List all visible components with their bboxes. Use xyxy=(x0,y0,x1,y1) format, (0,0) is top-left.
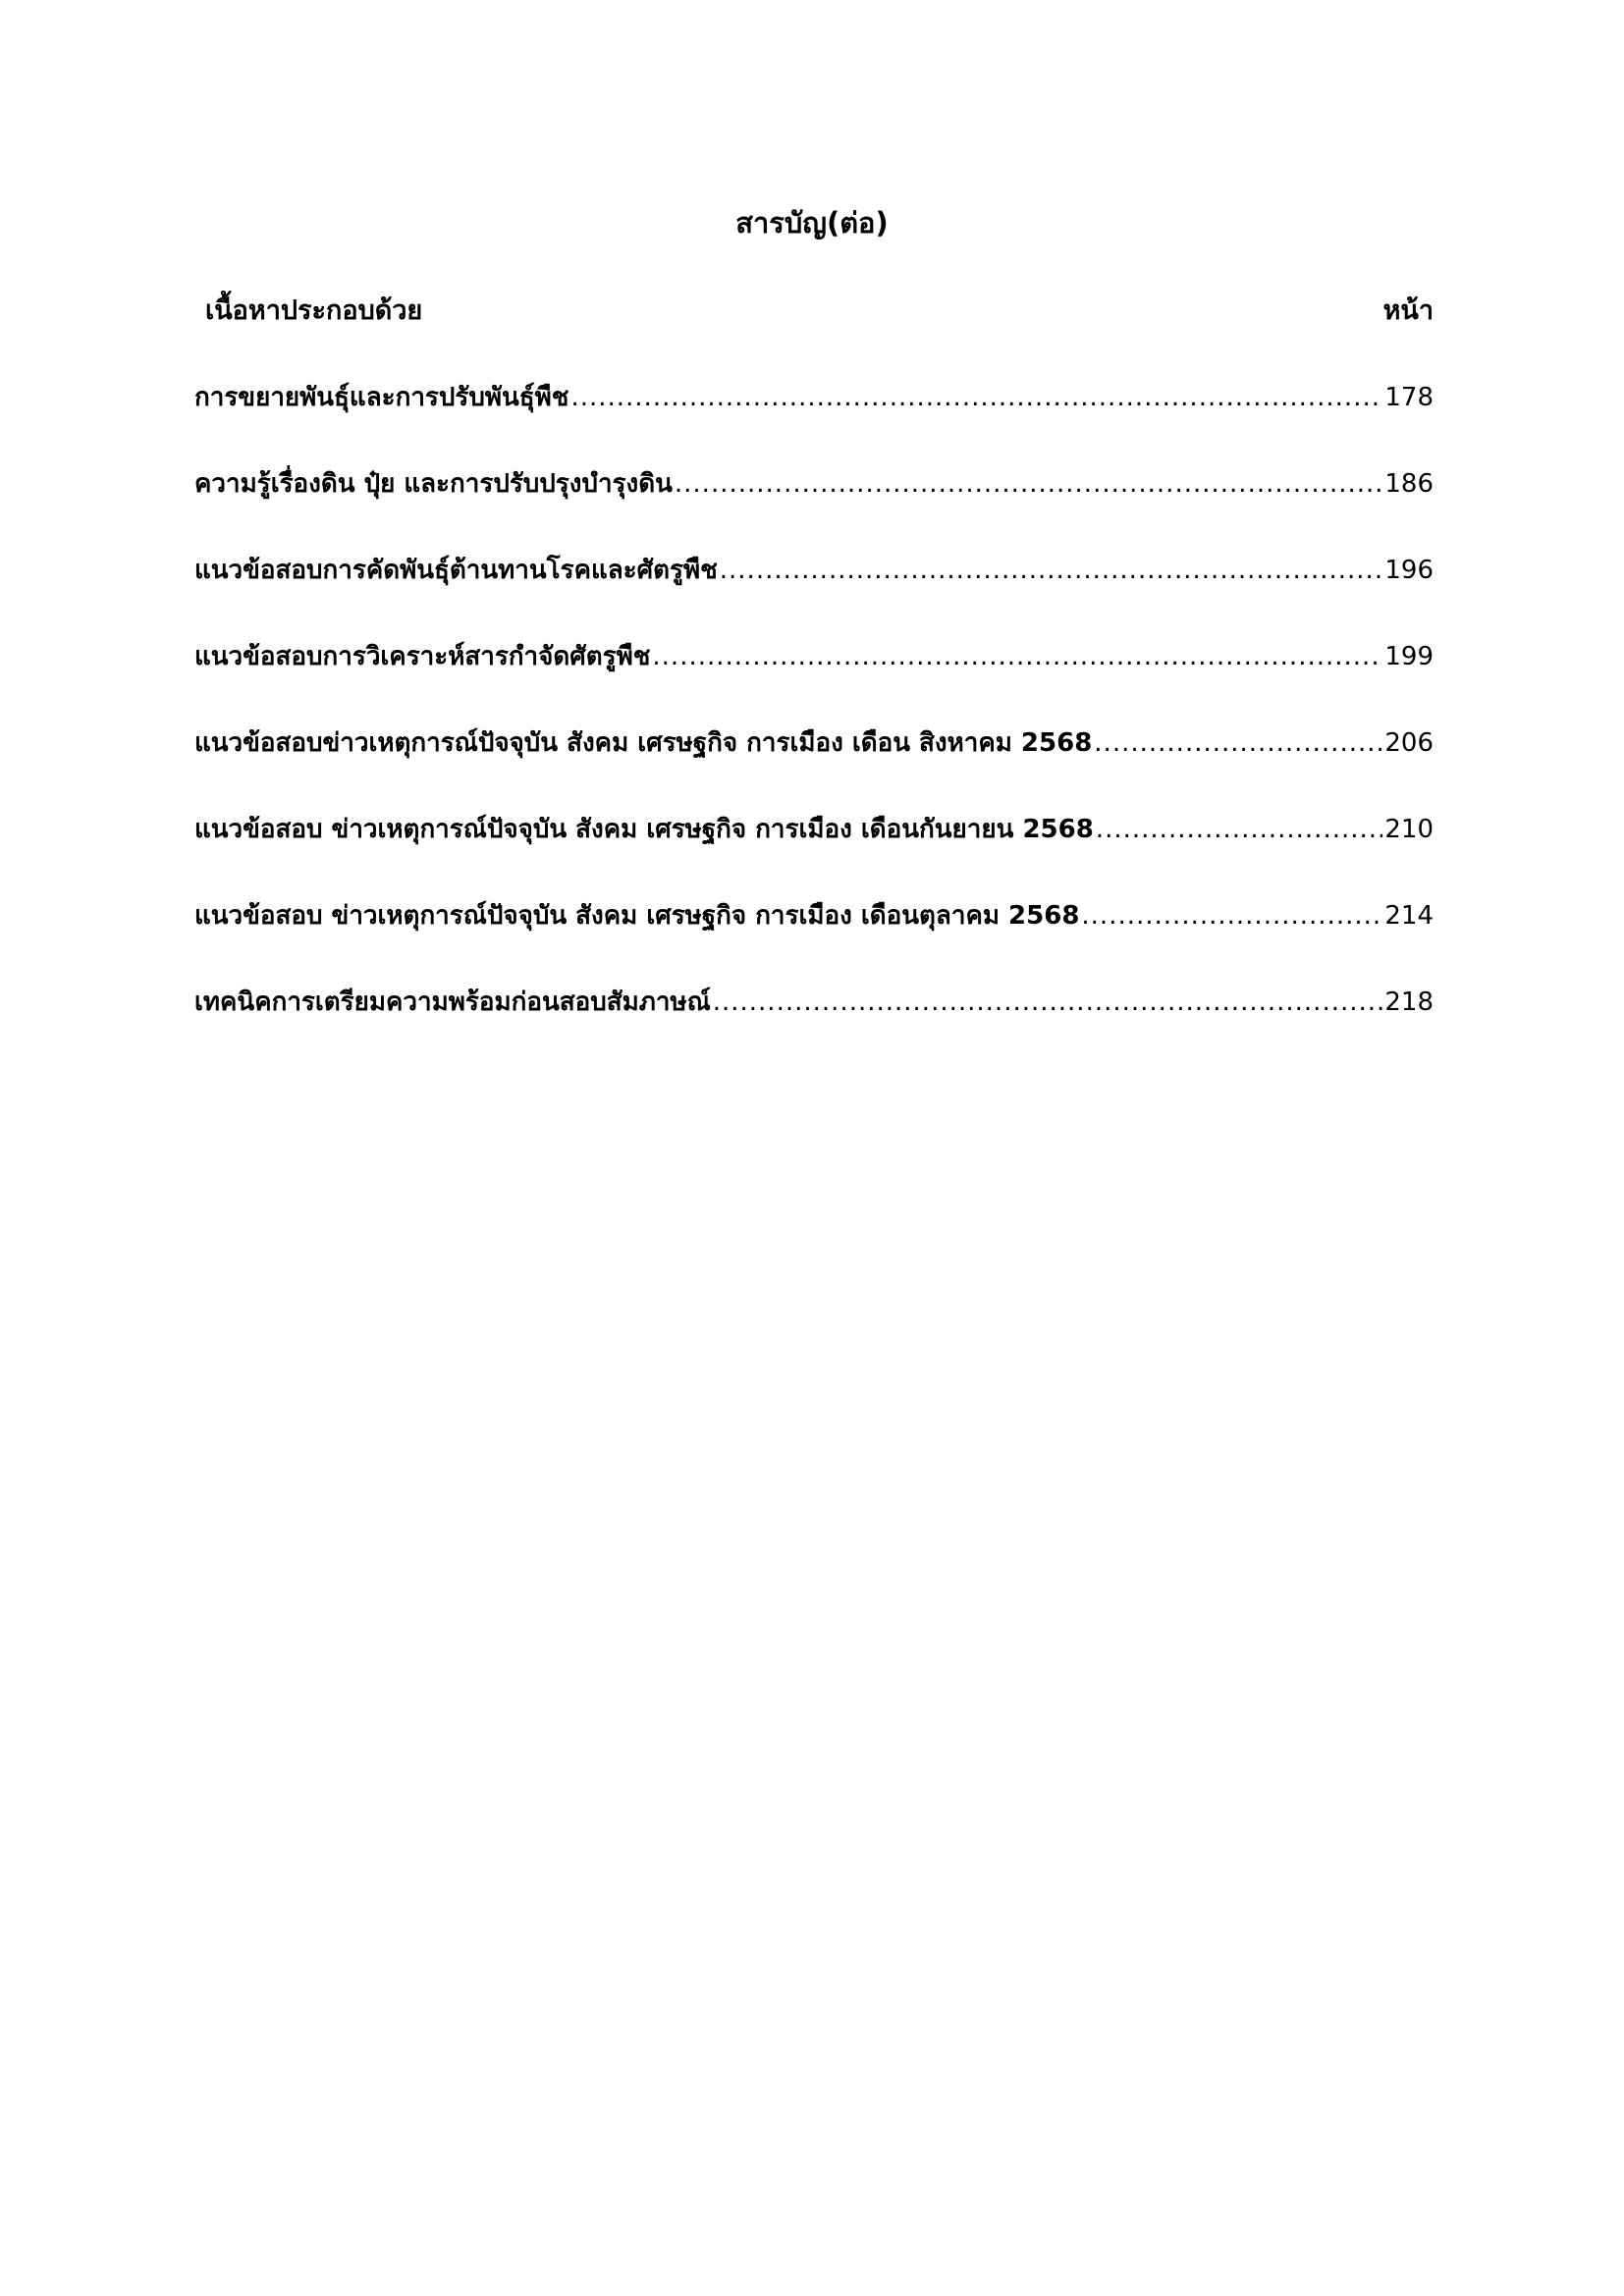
toc-entry-title: แนวข้อสอบ ข่าวเหตุการณ์ปัจจุบัน สังคม เศรษฐกิจ การเมือง เดือนตุลาคม 2568 xyxy=(194,901,1080,931)
toc-entry[interactable] xyxy=(194,546,1434,632)
toc-entry-title: เทคนิคการเตรียมความพร้อมก่อนสอบสัมภาษณ์ xyxy=(194,988,711,1017)
toc-entry-page: 206 xyxy=(1384,728,1434,758)
dot-leader xyxy=(1081,891,1382,940)
page-title: สารบัญ(ต่อ) xyxy=(735,206,889,240)
toc-entry-page: 186 xyxy=(1384,469,1434,499)
toc-entry[interactable] xyxy=(194,978,1434,1064)
dot-leader xyxy=(570,373,1382,422)
toc-entry-title: แนวข้อสอบการวิเคราะห์สารกำจัดศัตรูพืช xyxy=(194,642,651,671)
dot-leader xyxy=(713,978,1383,1027)
toc-entry-page: 178 xyxy=(1384,383,1434,412)
contents-column-label: เนื้อหาประกอบด้วย xyxy=(205,294,423,326)
toc-entry-title: ความรู้เรื่องดิน ปุ๋ย และการปรับปรุงบำรุงดิน xyxy=(194,469,673,499)
toc-entry-page: 214 xyxy=(1384,901,1434,931)
toc-entry-page: 196 xyxy=(1384,556,1434,585)
toc-entry[interactable] xyxy=(194,459,1434,546)
toc-list xyxy=(194,373,1434,1064)
page-column-label: หน้า xyxy=(1382,294,1434,326)
dot-leader xyxy=(1094,719,1382,768)
dot-leader xyxy=(675,459,1382,508)
toc-entry[interactable] xyxy=(194,719,1434,805)
toc-entry[interactable] xyxy=(194,632,1434,719)
dot-leader xyxy=(1096,805,1383,854)
dot-leader xyxy=(652,632,1382,681)
toc-entry-page: 218 xyxy=(1384,988,1434,1017)
toc-entry-title: แนวข้อสอบการคัดพันธุ์ต้านทานโรคและศัตรูพืช xyxy=(194,556,718,585)
toc-entry-page: 199 xyxy=(1384,642,1434,671)
dot-leader xyxy=(720,546,1383,595)
toc-entry[interactable] xyxy=(194,891,1434,978)
toc-entry-title: แนวข้อสอบข่าวเหตุการณ์ปัจจุบัน สังคม เศรษฐกิจ การเมือง เดือน สิงหาคม 2568 xyxy=(194,728,1093,758)
toc-entry-title: การขยายพันธุ์และการปรับพันธุ์พืช xyxy=(194,383,569,412)
toc-entry-page: 210 xyxy=(1384,815,1434,844)
toc-entry-title: แนวข้อสอบ ข่าวเหตุการณ์ปัจจุบัน สังคม เศรษฐกิจ การเมือง เดือนกันยายน 2568 xyxy=(194,815,1094,844)
toc-entry[interactable] xyxy=(194,805,1434,891)
toc-header xyxy=(201,288,1434,331)
toc-entry[interactable] xyxy=(194,373,1434,459)
